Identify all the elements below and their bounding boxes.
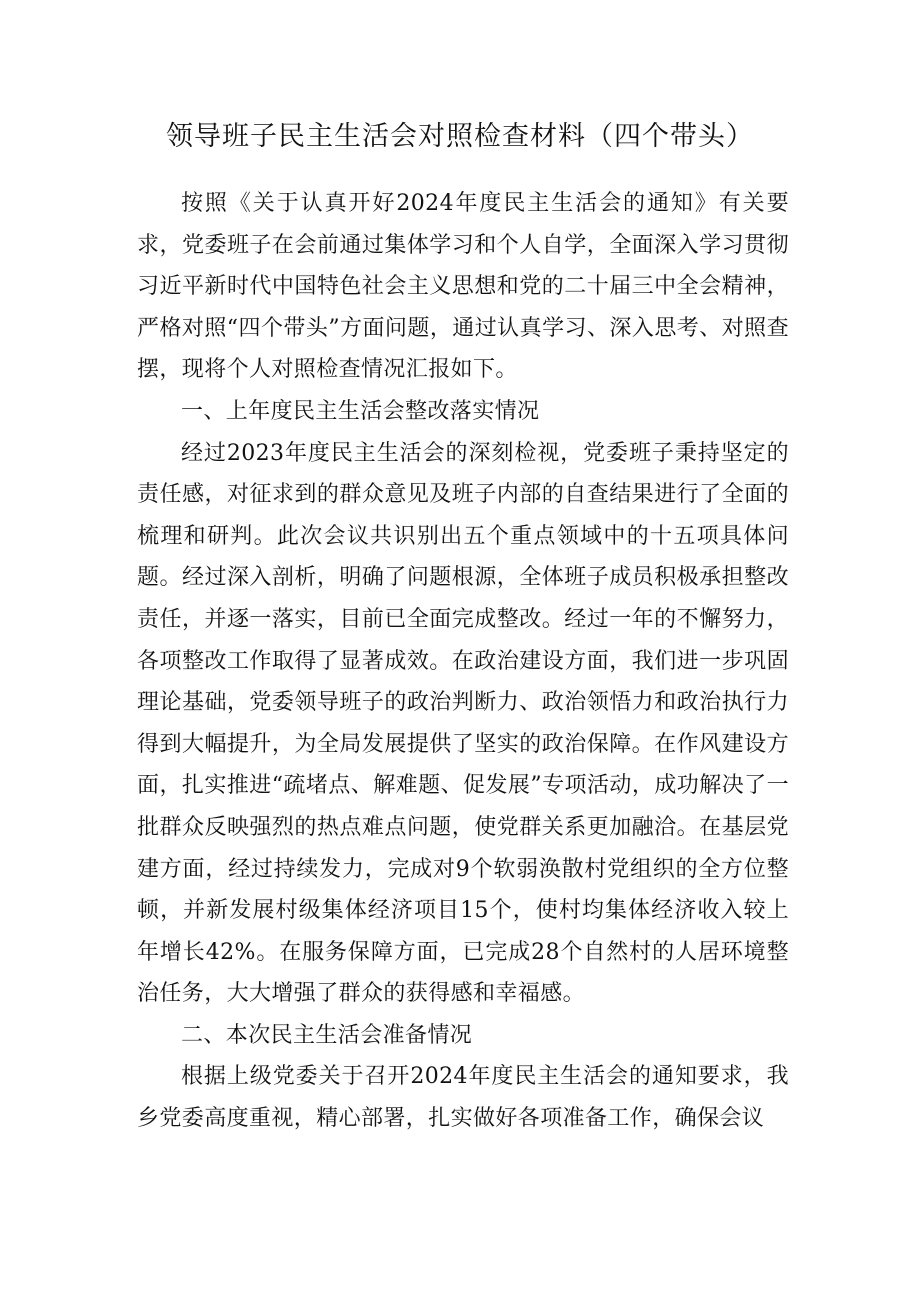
section-1-paragraph: 经过2023年度民主生活会的深刻检视，党委班子秉持坚定的责任感，对征求到的群众意见及班子内部的自查结果进行了全面的梳理和研判。此次会议共识别出五个重点领域中的十五项具体问题。经过深入剖析，明确了问题根源，全体班子成员积极承担整改责任，并逐一落实，目前已全面完成整改。经过一年的不懈努力，各项整改工作取得了显著成效。在政治建设方面，我们进一步巩固理论基础，党委领导班子的政治判断力、政治领悟力和政治执行力得到大幅提升，为全局发展提供了坚实的政治保障。在作风建设方面，扎实推进“疏堵点、解难题、促发展”专项活动，成功解决了一批群众反映强烈的热点难点问题，使党群关系更加融洽。在基层党建方面，经过持续发力，完成对9个软弱涣散村党组织的全方位整顿，并新发展村级集体经济项目15个，使村均集体经济收入较上年增长42%。在服务保障方面，已完成28个自然村的人居环境整治任务，大大增强了群众的获得感和幸福感。 bbox=[137, 440, 789, 1007]
document-title: 领导班子民主生活会对照检查材料（四个带头） bbox=[166, 121, 754, 152]
section-heading-2: 二、本次民主生活会准备情况 bbox=[181, 1022, 473, 1048]
intro-paragraph: 按照《关于认真开好2024年度民主生活会的通知》有关要求，党委班子在会前通过集体学习和个人自学，全面深入学习贯彻习近平新时代中国特色社会主义思想和党的二十届三中全会精神，严格对照“四个带头”方面问题，通过认真学习、深入思考、对照查摆，现将个人对照检查情况汇报如下。 bbox=[137, 191, 789, 383]
section-2-paragraph: 根据上级党委关于召开2024年度民主生活会的通知要求，我乡党委高度重视，精心部署，扎实做好各项准备工作，确保会议 bbox=[137, 1064, 789, 1132]
section-heading-1: 一、上年度民主生活会整改落实情况 bbox=[181, 398, 540, 424]
document-body bbox=[137, 183, 789, 1140]
